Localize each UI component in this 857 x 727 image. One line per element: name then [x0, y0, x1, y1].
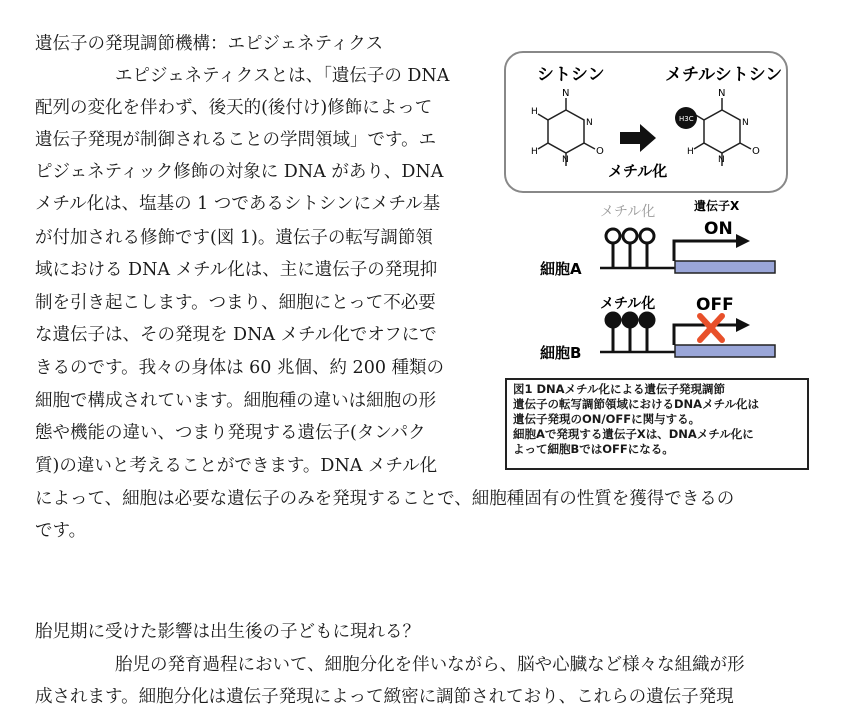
atom-label: N: [718, 155, 725, 165]
unmethylated-sites: [606, 229, 654, 268]
caption-line: 細胞Aで発現する遺伝子Xは、DNAメチル化に: [513, 427, 754, 441]
paragraph-line: 遺伝子発現が制御されることの学問領域」です。エ: [35, 130, 437, 150]
atom-label: N: [742, 118, 749, 128]
atom-label: H: [531, 107, 538, 117]
atom-label: N: [562, 155, 569, 165]
on-label: ON: [704, 219, 733, 239]
caption-line: 遺伝子発現のON/OFFに関与する。: [513, 412, 701, 426]
methylation-label-active: メチル化: [600, 296, 656, 312]
paragraph-line: 質)の違いと考えることができます。DNA メチル化: [35, 456, 438, 476]
paragraph-line: ピジェネティック修飾の対象に DNA があり、DNA: [35, 162, 444, 182]
atom-label: N: [718, 88, 726, 99]
methylation-label-inactive: メチル化: [600, 204, 656, 220]
paragraph-line: が付加される修飾です(図 1)。遺伝子の転写調節領: [35, 228, 433, 248]
paragraph-line: メチル化は、塩基の 1 つであるシトシンにメチル基: [35, 194, 441, 214]
atom-label: H: [531, 147, 538, 157]
gene-x-bar-b: [675, 345, 775, 357]
paragraph-line: 配列の変化を伴わず、後天的(後付け)修飾によって: [35, 98, 433, 118]
atom-label: N: [586, 118, 593, 128]
atom-label: O: [752, 146, 760, 157]
cell-a-label: 細胞A: [540, 260, 582, 278]
cell-b-label: 細胞B: [540, 344, 582, 362]
paragraph-line: 胎児の発育過程において、細胞分化を伴いながら、脳や心臓など様々な組織が形: [115, 655, 745, 675]
atom-label: O: [596, 146, 604, 157]
transcription-arrow-on: [674, 241, 738, 261]
methylation-arrow-label: メチル化: [608, 162, 668, 180]
paragraph-line: 態や機能の違い、つまり発現する遺伝子(タンパク: [35, 423, 426, 443]
paragraph-line: 制を引き起こします。つまり、細胞にとって不必要: [35, 293, 436, 313]
section1-heading: 遺伝子の発現調節機構：エピジェネティクス: [35, 34, 384, 54]
off-cross-icon: [700, 316, 722, 340]
methyl-group-label: H3C: [679, 115, 694, 123]
caption-title: 図1 DNAメチル化による遺伝子発現調節: [513, 382, 725, 396]
caption-line: 遺伝子の転写調節領域におけるDNAメチル化は: [513, 397, 759, 411]
paragraph-line: 成されます。細胞分化は遺伝子発現によって緻密に調節されており、これらの遺伝子発現: [35, 687, 734, 707]
cytosine-label: シトシン: [537, 65, 605, 85]
figure-diagram: [500, 48, 820, 378]
gene-x-label: 遺伝子X: [694, 199, 740, 213]
methylated-sites: [606, 313, 654, 352]
atom-label: H: [687, 147, 694, 157]
paragraph-line: です。: [35, 521, 87, 541]
paragraph-line: 域における DNA メチル化は、主に遺伝子の発現抑: [35, 260, 438, 280]
caption-line: よって細胞BではOFFになる。: [513, 442, 674, 456]
transcription-arrowhead-on: [736, 234, 750, 248]
section2-heading: 胎児期に受けた影響は出生後の子どもに現れる？: [35, 622, 420, 642]
paragraph-line: な遺伝子は、その発現を DNA メチル化でオフにで: [35, 325, 437, 345]
paragraph-line: エピジェネティクスとは、「遺伝子の DNA: [115, 66, 450, 86]
paragraph-line: きるのです。我々の身体は 60 兆個、約 200 種類の: [35, 358, 445, 378]
paragraph-line: 細胞で構成されています。細胞種の違いは細胞の形: [35, 391, 437, 411]
figure-caption: [505, 378, 809, 470]
methylcytosine-label: メチルシトシン: [665, 65, 783, 85]
off-label: OFF: [696, 295, 734, 315]
gene-x-bar-a: [675, 261, 775, 273]
transcription-arrowhead-off: [736, 318, 750, 332]
atom-label: N: [562, 88, 570, 99]
paragraph-line: によって、細胞は必要な遺伝子のみを発現することで、細胞種固有の性質を獲得できるの: [35, 489, 735, 509]
